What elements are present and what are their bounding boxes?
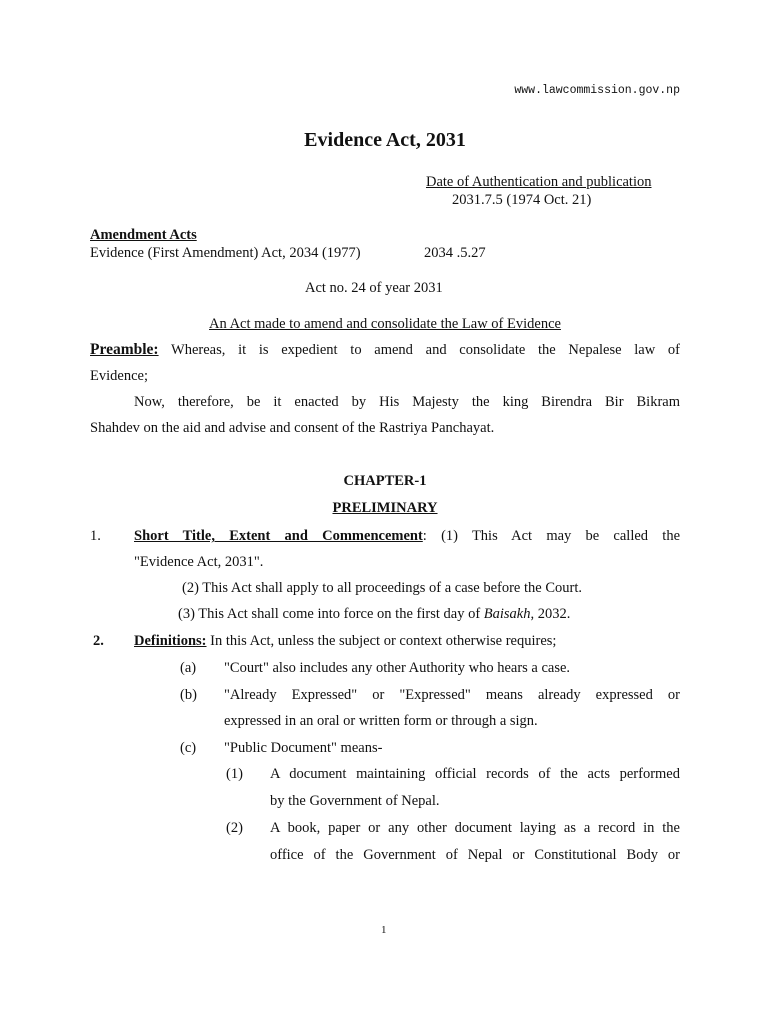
subitem-1-line-1: A document maintaining official records of the acts performed: [270, 766, 680, 782]
subitem-2-label: (2): [226, 820, 243, 836]
preamble-label: Preamble:: [90, 341, 159, 358]
definition-a-text: "Court" also includes any other Authority who hears a case.: [224, 660, 571, 676]
section-1-subsection-3: [178, 606, 570, 623]
section-1-line-1: [134, 528, 680, 545]
definition-b-line-1: "Already Expressed" or "Expressed" means already expressed or: [224, 687, 680, 703]
preamble-line-3: Now, therefore, be it enacted by His Majesty the king Birendra Bir Bikram: [134, 394, 680, 410]
preamble-line-4: Shahdev on the aid and advise and consent of the Rastriya Panchayat.: [90, 420, 495, 436]
subsection-3-year: , 2032.: [530, 606, 571, 622]
subsection-3-month: Baisakh: [483, 606, 531, 622]
preamble-text-1: Whereas, it is expedient to amend and consolidate the Nepalese law of: [171, 342, 680, 358]
section-1-text-1: (1) This Act may be called the: [441, 528, 680, 544]
definition-b-line-2: expressed in an oral or written form or through a sign.: [224, 713, 538, 729]
authentication-date: 2031.7.5 (1974 Oct. 21): [452, 192, 592, 208]
subitem-2-line-2: office of the Government of Nepal or Constitutional Body or: [270, 847, 680, 863]
subsection-3-text: (3) This Act shall come into force on the first day of: [178, 606, 484, 622]
section-1-line-2: "Evidence Act, 2031".: [134, 554, 264, 570]
section-2-heading: Definitions:: [134, 633, 207, 649]
page-number: 1: [381, 924, 387, 936]
amendment-acts-heading: Amendment Acts: [90, 227, 197, 243]
authentication-label: Date of Authentication and publication: [426, 174, 652, 190]
amendment-act-date: 2034 .5.27: [424, 245, 486, 261]
act-number: Act no. 24 of year 2031: [305, 280, 443, 296]
website-url: www.lawcommission.gov.np: [514, 84, 680, 97]
definition-b-label: (b): [180, 687, 197, 703]
subitem-1-line-2: by the Government of Nepal.: [270, 793, 440, 809]
act-subtitle: An Act made to amend and consolidate the Law of Evidence: [209, 316, 561, 332]
section-1-number: 1.: [90, 528, 101, 544]
chapter-number: CHAPTER-1: [343, 473, 427, 489]
section-1-heading: Short Title, Extent and Commencement: [134, 528, 423, 544]
preamble-line-2: Evidence;: [90, 368, 148, 384]
document-title: Evidence Act, 2031: [304, 129, 466, 151]
section-2-line-1: [134, 633, 556, 650]
subitem-2-line-1: A book, paper or any other document laying as a record in the: [270, 820, 680, 836]
preamble-line-1: [90, 341, 680, 360]
definition-c-text: "Public Document" means-: [224, 740, 383, 756]
definition-a-label: (a): [180, 660, 197, 676]
section-1-subsection-2: (2) This Act shall apply to all proceedings of a case before the Court.: [182, 580, 582, 596]
section-1-colon: :: [422, 528, 427, 544]
definition-c-label: (c): [180, 740, 197, 756]
chapter-name: PRELIMINARY: [332, 500, 438, 516]
section-2-text: In this Act, unless the subject or context otherwise requires;: [206, 633, 557, 649]
amendment-act-name: Evidence (First Amendment) Act, 2034 (1977): [90, 245, 361, 261]
subitem-1-label: (1): [226, 766, 243, 782]
section-2-number: 2.: [93, 633, 104, 649]
